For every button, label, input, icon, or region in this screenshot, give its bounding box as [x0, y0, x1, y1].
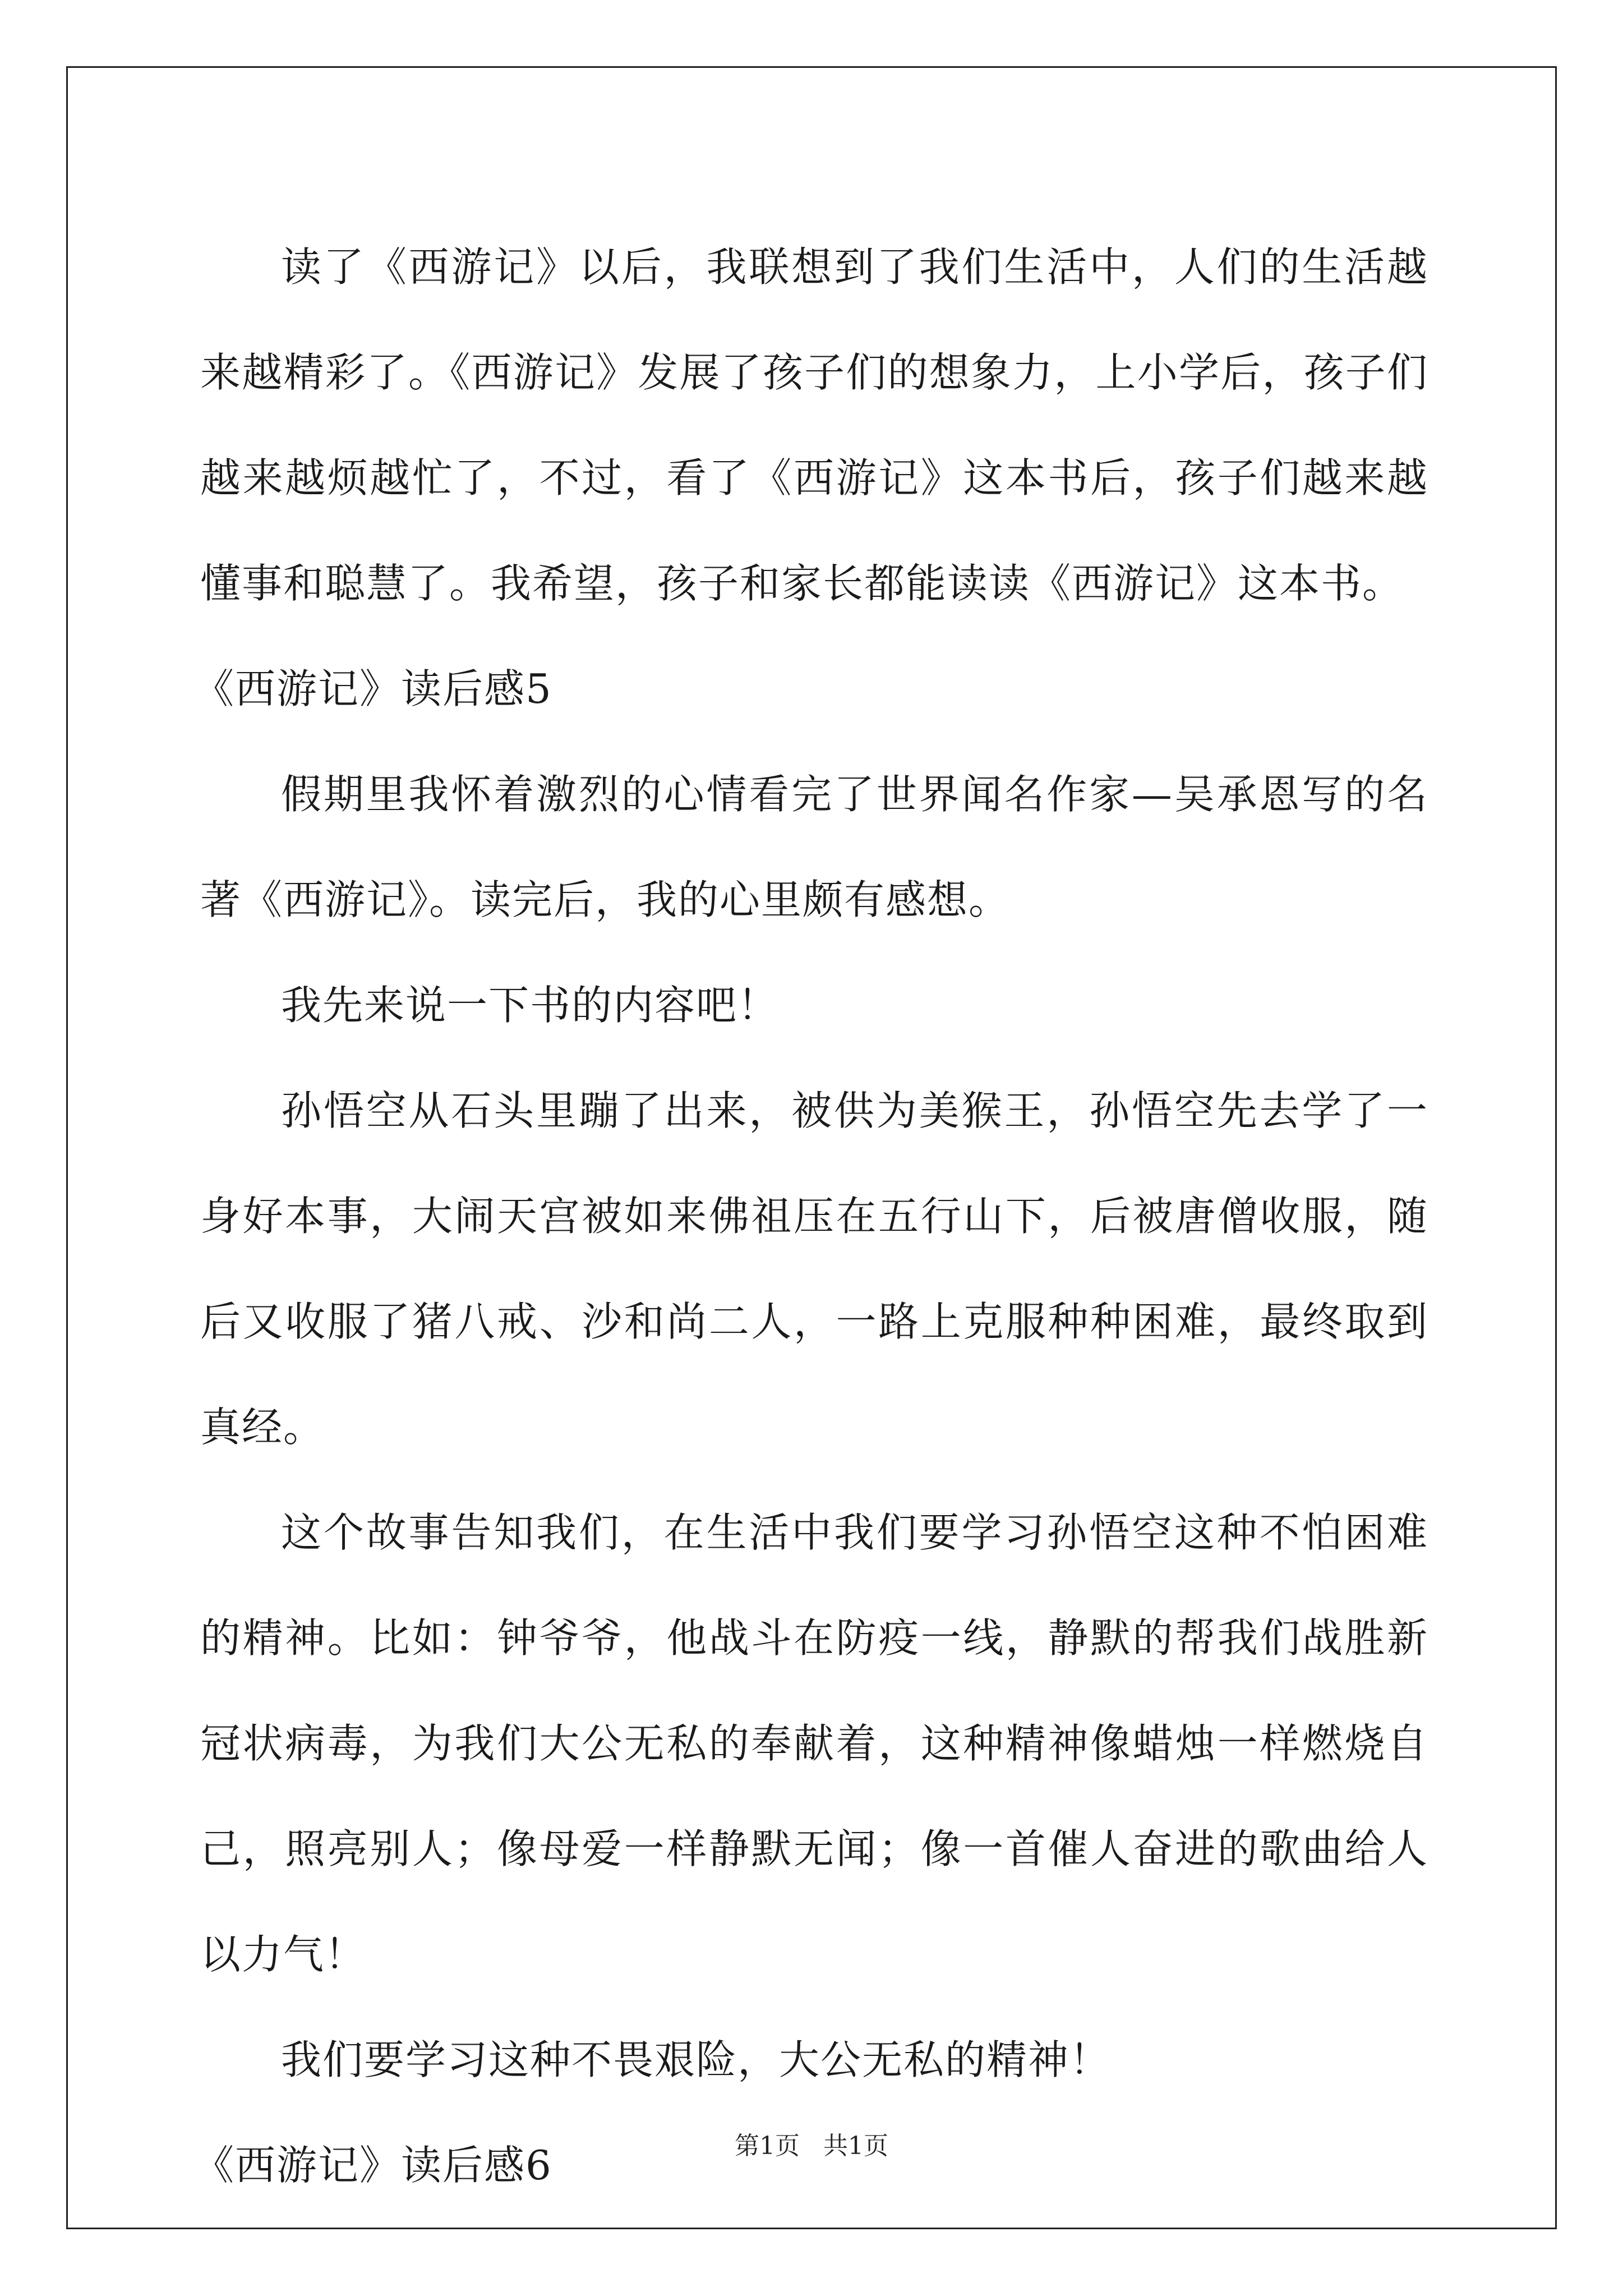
page-number: 第1页 [735, 2132, 800, 2160]
paragraph-5: 这个故事告知我们，在生活中我们要学习孙悟空这种不怕困难的精神。比如：钟爷爷，他战斗在防疫一线，静默的帮我们战胜新冠状病毒，为我们大公无私的奉献着，这种精神像蜡烛一样燃烧自己，照亮别人；像母爱一样静默无闻；像一首催人奋进的歌曲给人以力气！ [200, 1509, 1428, 1978]
section-heading-6: 《西游记》读后感6 [193, 2142, 552, 2189]
section-heading-5: 《西游记》读后感5 [193, 665, 552, 712]
paragraph-3: 我先来说一下书的内容吧！ [281, 982, 780, 1029]
paragraph-4: 孙悟空从石头里蹦了出来，被供为美猴王，孙悟空先去学了一身好本事，大闹天宫被如来佛祖压在五行山下，后被唐僧收服，随后又收服了猪八戒、沙和尚二人，一路上克服种种困难，最终取到真经。 [200, 1087, 1428, 1451]
paragraph-1: 读了《西游记》以后，我联想到了我们生活中，人们的生活越来越精彩了。《西游记》发展了孩子们的想象力，上小学后，孩子们越来越烦越忙了，不过，看了《西游记》这本书后，孩子们越来越懂事和聪慧了。我希望，孩子和家长都能读读《西游记》这本书。 [200, 243, 1428, 607]
paragraph-2: 假期里我怀着激烈的心情看完了世界闻名作家—吴承恩写的名著《西游记》。读完后，我的心里颇有感想。 [200, 771, 1428, 923]
document-body [193, 214, 1428, 2218]
paragraph-6: 我们要学习这种不畏艰险，大公无私的精神！ [281, 2036, 1112, 2083]
page-total: 共1页 [823, 2132, 888, 2160]
page-footer [0, 2129, 1623, 2163]
